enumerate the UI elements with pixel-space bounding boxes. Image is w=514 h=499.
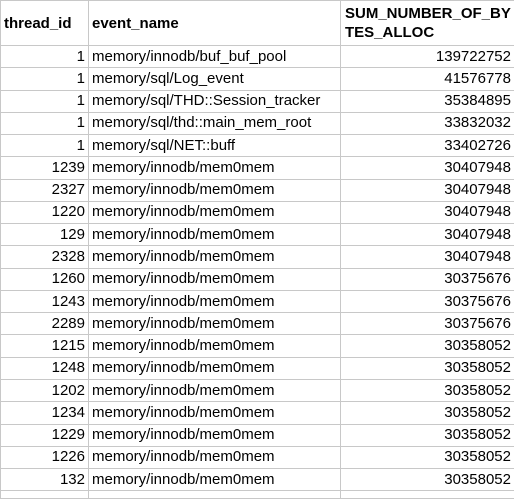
table-row[interactable] [1,313,514,335]
table-row[interactable] [1,46,514,68]
cell-sum-bytes[interactable]: 30375676 [341,313,514,335]
empty-row[interactable] [1,491,514,499]
table-row[interactable] [1,224,514,246]
cell-thread-id[interactable]: 1 [1,90,89,112]
cell-event-name[interactable]: memory/innodb/mem0mem [89,268,341,290]
table-row[interactable] [1,179,514,201]
cell-event-name[interactable]: memory/innodb/mem0mem [89,335,341,357]
cell-thread-id[interactable]: 1229 [1,424,89,446]
cell-thread-id[interactable]: 1202 [1,379,89,401]
empty-cell[interactable] [341,491,514,499]
cell-thread-id[interactable]: 1243 [1,290,89,312]
table-header [1,1,514,46]
empty-cell[interactable] [89,491,341,499]
header-row [1,1,514,46]
cell-thread-id[interactable]: 2327 [1,179,89,201]
cell-thread-id[interactable]: 1220 [1,201,89,223]
table-row[interactable] [1,112,514,134]
table-row[interactable] [1,469,514,491]
cell-event-name[interactable]: memory/sql/thd::main_mem_root [89,112,341,134]
cell-sum-bytes[interactable]: 30375676 [341,290,514,312]
cell-thread-id[interactable]: 1 [1,46,89,68]
cell-event-name[interactable]: memory/sql/THD::Session_tracker [89,90,341,112]
cell-thread-id[interactable]: 1248 [1,357,89,379]
cell-sum-bytes[interactable]: 30358052 [341,424,514,446]
cell-sum-bytes[interactable]: 30358052 [341,357,514,379]
table-row[interactable] [1,290,514,312]
cell-event-name[interactable]: memory/innodb/mem0mem [89,246,341,268]
cell-thread-id[interactable]: 1 [1,135,89,157]
table-row[interactable] [1,157,514,179]
cell-event-name[interactable]: memory/sql/Log_event [89,68,341,90]
table-row[interactable] [1,402,514,424]
cell-sum-bytes[interactable]: 30358052 [341,469,514,491]
cell-event-name[interactable]: memory/sql/NET::buff [89,135,341,157]
cell-sum-bytes[interactable]: 30358052 [341,335,514,357]
cell-sum-bytes[interactable]: 41576778 [341,68,514,90]
cell-event-name[interactable]: memory/innodb/mem0mem [89,157,341,179]
cell-thread-id[interactable]: 1 [1,112,89,134]
table-row[interactable] [1,379,514,401]
cell-sum-bytes[interactable]: 30407948 [341,179,514,201]
table-row[interactable] [1,268,514,290]
cell-sum-bytes[interactable]: 33402726 [341,135,514,157]
table-row[interactable] [1,135,514,157]
header-sum-bytes[interactable]: SUM_NUMBER_OF_BYTES_ALLOC [341,1,514,46]
cell-sum-bytes[interactable]: 30407948 [341,157,514,179]
table-row[interactable] [1,446,514,468]
cell-sum-bytes[interactable]: 30407948 [341,246,514,268]
cell-event-name[interactable]: memory/innodb/mem0mem [89,224,341,246]
cell-sum-bytes[interactable]: 35384895 [341,90,514,112]
header-thread-id[interactable]: thread_id [1,1,89,46]
cell-thread-id[interactable]: 129 [1,224,89,246]
cell-event-name[interactable]: memory/innodb/mem0mem [89,446,341,468]
cell-sum-bytes[interactable]: 30407948 [341,224,514,246]
cell-thread-id[interactable]: 2289 [1,313,89,335]
cell-thread-id[interactable]: 1226 [1,446,89,468]
cell-event-name[interactable]: memory/innodb/mem0mem [89,424,341,446]
table-row[interactable] [1,246,514,268]
cell-thread-id[interactable]: 2328 [1,246,89,268]
cell-sum-bytes[interactable]: 30407948 [341,201,514,223]
table-row[interactable] [1,68,514,90]
cell-thread-id[interactable]: 1215 [1,335,89,357]
cell-sum-bytes[interactable]: 30375676 [341,268,514,290]
cell-thread-id[interactable]: 1 [1,68,89,90]
cell-sum-bytes[interactable]: 33832032 [341,112,514,134]
cell-event-name[interactable]: memory/innodb/buf_buf_pool [89,46,341,68]
cell-sum-bytes[interactable]: 30358052 [341,379,514,401]
cell-sum-bytes[interactable]: 139722752 [341,46,514,68]
table-row[interactable] [1,357,514,379]
cell-sum-bytes[interactable]: 30358052 [341,446,514,468]
cell-thread-id[interactable]: 1234 [1,402,89,424]
cell-sum-bytes[interactable]: 30358052 [341,402,514,424]
cell-event-name[interactable]: memory/innodb/mem0mem [89,357,341,379]
cell-thread-id[interactable]: 132 [1,469,89,491]
empty-cell[interactable] [1,491,89,499]
cell-event-name[interactable]: memory/innodb/mem0mem [89,290,341,312]
table-body [1,46,514,499]
cell-event-name[interactable]: memory/innodb/mem0mem [89,313,341,335]
cell-event-name[interactable]: memory/innodb/mem0mem [89,402,341,424]
table-row[interactable] [1,90,514,112]
cell-thread-id[interactable]: 1260 [1,268,89,290]
cell-event-name[interactable]: memory/innodb/mem0mem [89,179,341,201]
table-row[interactable] [1,424,514,446]
header-event-name[interactable]: event_name [89,1,341,46]
table-row[interactable] [1,201,514,223]
table-row[interactable] [1,335,514,357]
cell-thread-id[interactable]: 1239 [1,157,89,179]
cell-event-name[interactable]: memory/innodb/mem0mem [89,379,341,401]
cell-event-name[interactable]: memory/innodb/mem0mem [89,469,341,491]
cell-event-name[interactable]: memory/innodb/mem0mem [89,201,341,223]
